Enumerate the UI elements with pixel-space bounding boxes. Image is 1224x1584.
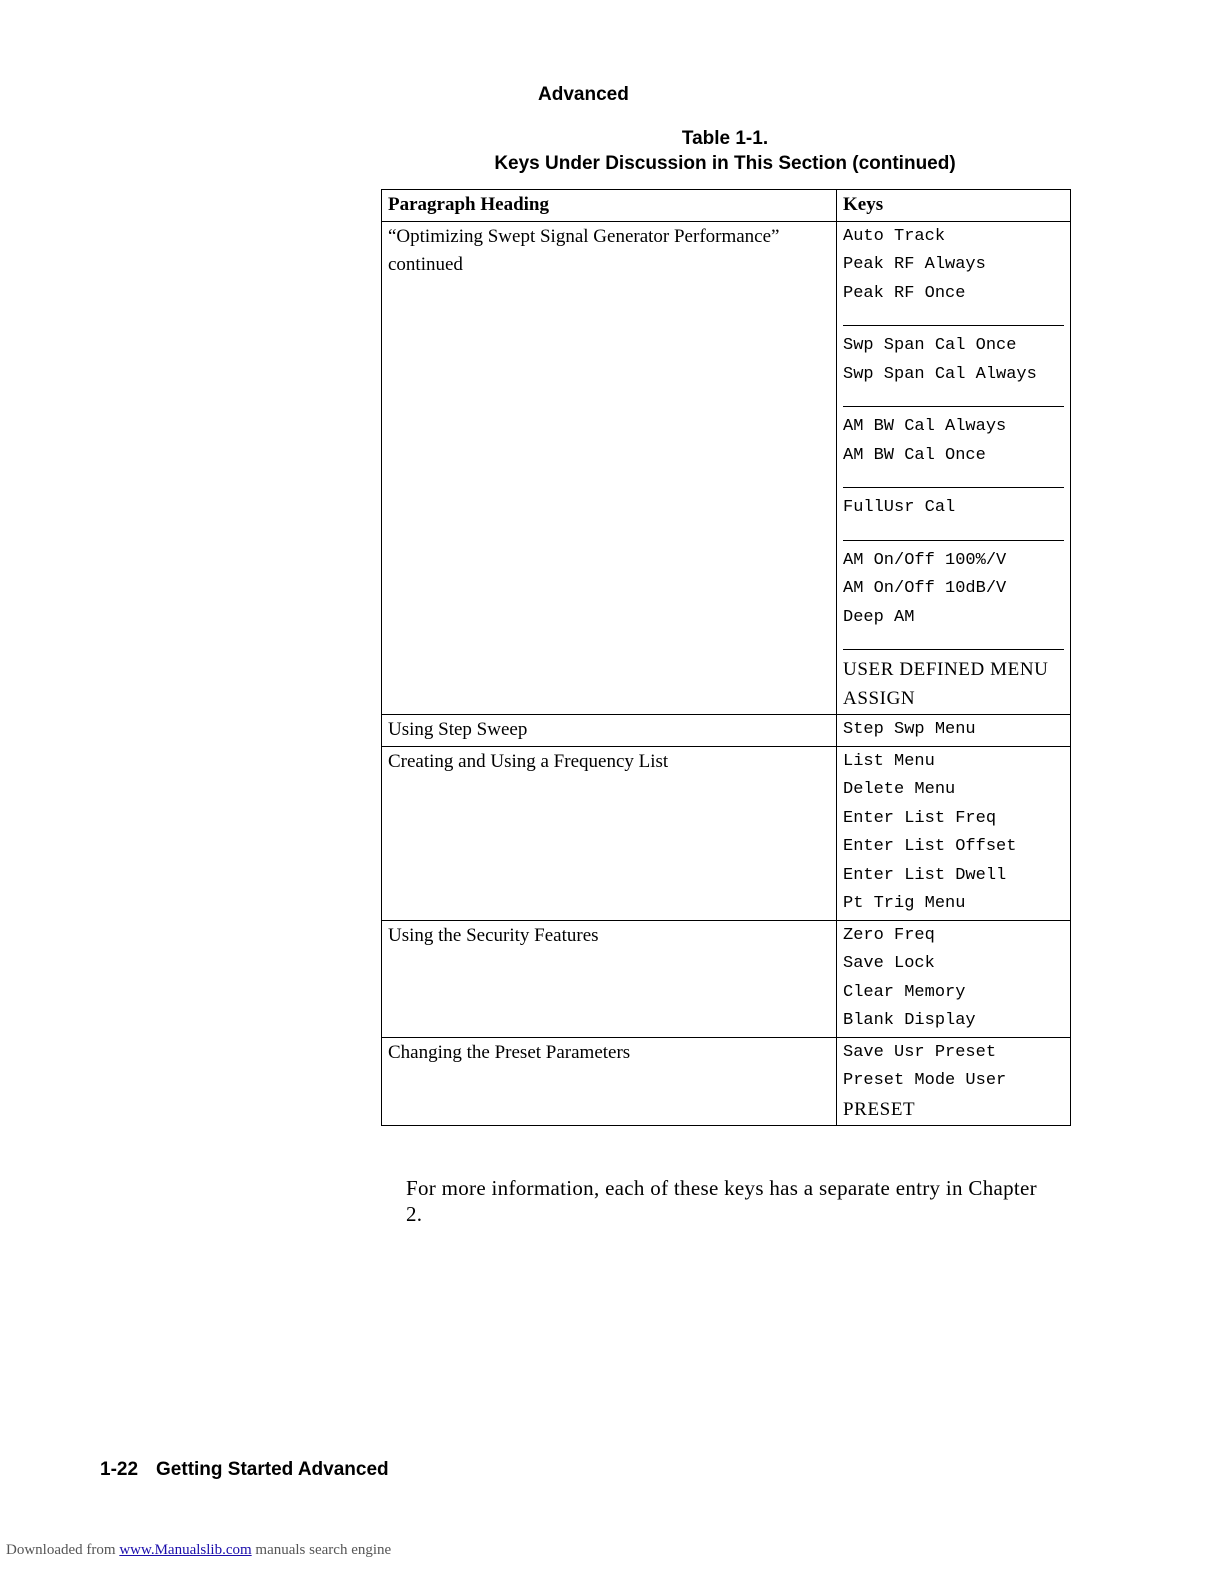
keys-cell (837, 1037, 1071, 1126)
key-name: Enter List Freq (843, 808, 997, 828)
running-head: Advanced (538, 84, 629, 105)
paragraph-heading-cell (382, 221, 837, 715)
key-name: Peak RF Always (843, 255, 986, 274)
paragraph-heading-cell (382, 920, 837, 1037)
table-row (382, 746, 1071, 920)
key-group (843, 1039, 1064, 1125)
column-header-paragraph-heading: Paragraph Heading (382, 190, 837, 222)
keys-cell (837, 221, 1071, 715)
key-name: Swp Span Cal Once (843, 336, 1017, 355)
table-row (382, 221, 1071, 715)
keys-cell (837, 715, 1071, 747)
key-name: Deep AM (843, 607, 915, 627)
paragraph-heading-cell (382, 746, 837, 920)
key-name: Step Swp Menu (843, 720, 976, 739)
key-group (843, 494, 1064, 541)
key-name: Peak RF Once (843, 283, 966, 303)
key-group (843, 332, 1064, 407)
paragraph-heading-text: Creating and Using a Frequency List (388, 750, 669, 772)
keys-cell (837, 746, 1071, 920)
key-name: USER DEFINED MENU (843, 659, 1049, 680)
key-group (843, 547, 1064, 651)
table-row (382, 920, 1071, 1037)
paragraph-heading-text: continued (388, 254, 463, 275)
paragraph-heading-text: “Optimizing Swept Signal Generator Performance” (388, 225, 780, 247)
table-row (382, 715, 1071, 747)
table-caption-number: Table 1-1. (681, 128, 769, 149)
key-name: Enter List Dwell (843, 865, 1007, 885)
key-name: Pt Trig Menu (843, 894, 966, 913)
paragraph-heading-text: Using Step Sweep (388, 719, 528, 740)
paragraph-heading-cell (382, 1037, 837, 1126)
footer-section-title: Getting Started Advanced (156, 1459, 389, 1480)
key-name: Preset Mode User (843, 1071, 1007, 1090)
key-name: AM BW Cal Always (843, 417, 1007, 436)
column-header-keys: Keys (837, 190, 1071, 222)
paragraph-heading-text: Using the Security Features (388, 924, 599, 946)
table-header-row (382, 190, 1071, 222)
key-group (843, 922, 1064, 1036)
key-name: ASSIGN (843, 687, 916, 709)
table-row (382, 1037, 1071, 1126)
keys-table (381, 189, 1071, 1126)
key-name: List Menu (843, 751, 935, 771)
key-name: Clear Memory (843, 982, 966, 1002)
key-name: PRESET (843, 1098, 916, 1120)
source-link[interactable]: www.Manualslib.com (119, 1542, 252, 1558)
table-caption-title: Keys Under Discussion in This Section (continued) (494, 153, 956, 174)
key-group (843, 223, 1064, 327)
key-name: FullUsr Cal (843, 498, 956, 517)
key-name: AM BW Cal Once (843, 445, 986, 465)
key-name: Auto Track (843, 226, 946, 246)
key-name: Enter List Offset (843, 837, 1017, 856)
key-group (843, 748, 1064, 919)
table-body (382, 221, 1071, 1126)
key-name: Save Usr Preset (843, 1042, 997, 1062)
source-suffix: manuals search engine (255, 1542, 392, 1558)
page-number: 1-22 (100, 1459, 139, 1480)
paragraph-heading-text: Changing the Preset Parameters (388, 1041, 631, 1063)
download-source-note (6, 1542, 391, 1559)
key-name: Blank Display (843, 1011, 976, 1030)
page-footer (100, 1459, 389, 1481)
paragraph-heading-cell (382, 715, 837, 747)
key-group (843, 716, 1064, 745)
key-name: Save Lock (843, 954, 935, 973)
key-name: Swp Span Cal Always (843, 364, 1037, 384)
body-paragraph: For more information, each of these keys has a separate entry in Chapter 2. (406, 1176, 1037, 1226)
key-name: Zero Freq (843, 925, 935, 945)
key-name: Delete Menu (843, 780, 956, 799)
keys-cell (837, 920, 1071, 1037)
key-name: AM On/Off 10dB/V (843, 579, 1007, 598)
key-group (843, 413, 1064, 488)
key-group (843, 656, 1064, 713)
key-name: AM On/Off 100%/V (843, 550, 1007, 570)
source-prefix: Downloaded from (6, 1542, 116, 1558)
